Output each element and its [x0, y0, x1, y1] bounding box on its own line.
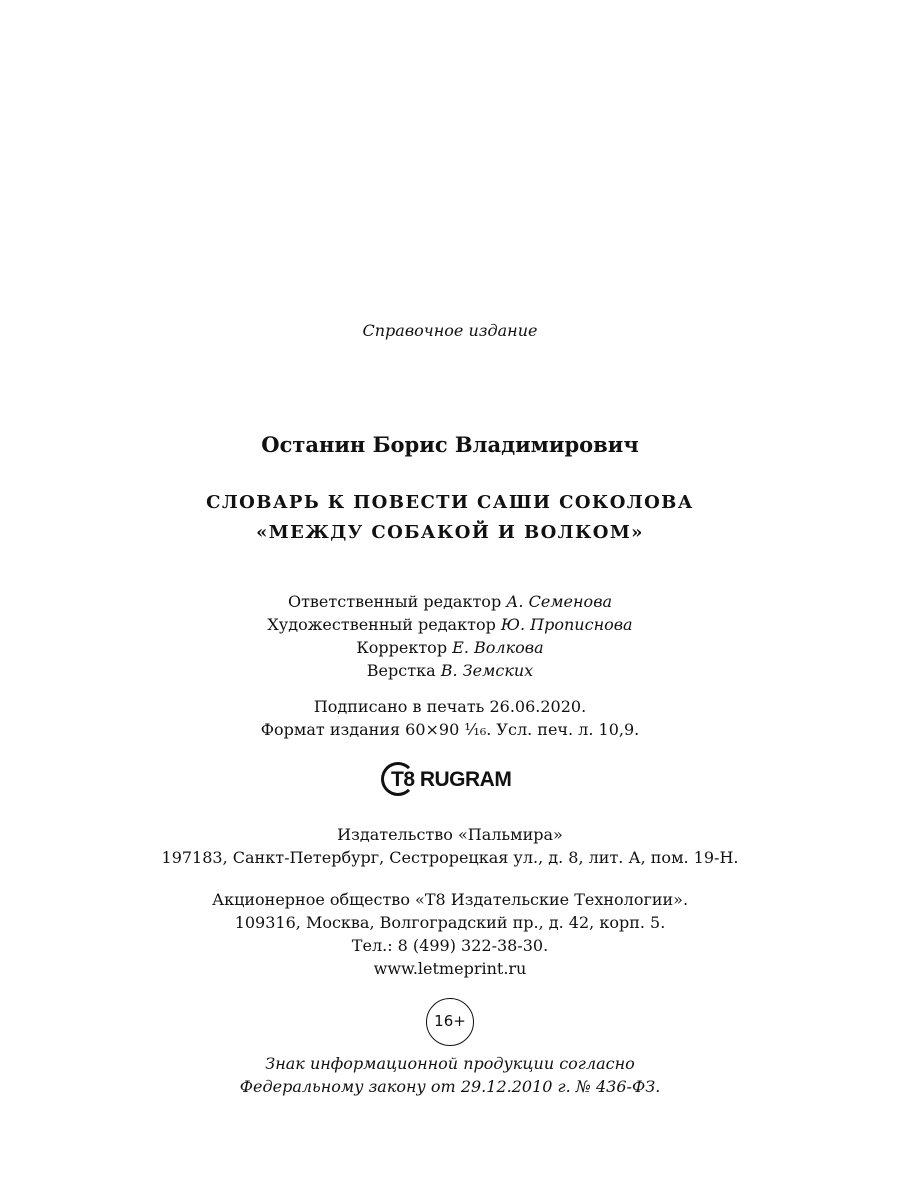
printer-block — [0, 888, 900, 980]
logo-text: T8 RUGRAM — [391, 768, 512, 791]
credit-proofreader — [0, 636, 900, 659]
credit-person: Ю. Прописнова — [500, 615, 633, 634]
legal-notice — [0, 1052, 900, 1098]
credit-person: Е. Волкова — [452, 638, 544, 657]
book-title-line-2: «МЕЖДУ СОБАКОЙ И ВОЛКОМ» — [256, 522, 644, 543]
credit-role: Художественный редактор — [267, 615, 496, 634]
age-rating-badge: 16+ — [426, 998, 474, 1046]
printer-address: 109316, Москва, Волгоградский пр., д. 42, корп. 5. — [234, 913, 666, 932]
credit-chief-editor — [0, 590, 900, 613]
legal-notice-line-1: Знак информационной продукции согласно — [265, 1054, 635, 1073]
publisher-address: 197183, Санкт-Петербург, Сестрорецкая ул., д. 8, лит. А, пом. 19-Н. — [161, 848, 739, 867]
t8-rugram-logo-icon — [381, 762, 521, 800]
printer-name: Акционерное общество «Т8 Издательские Технологии». — [211, 890, 689, 909]
print-info — [0, 695, 900, 741]
series-label: Справочное издание — [362, 321, 538, 340]
credit-art-editor — [0, 613, 900, 636]
credit-person: А. Семенова — [506, 592, 613, 611]
credit-layout — [0, 659, 900, 682]
credit-role: Ответственный редактор — [287, 592, 502, 611]
credits-block — [0, 590, 900, 682]
author-name: Останин Борис Владимирович — [261, 432, 639, 457]
book-title-line-1: СЛОВАРЬ К ПОВЕСТИ САШИ СОКОЛОВА — [206, 492, 694, 513]
legal-notice-line-2: Федеральному закону от 29.12.2010 г. № 436-ФЗ. — [239, 1077, 661, 1096]
print-format: Формат издания 60×90 ¹⁄₁₆. Усл. печ. л. 10,9. — [260, 720, 640, 739]
publisher-block — [0, 823, 900, 869]
printer-phone: Тел.: 8 (499) 322-38-30. — [351, 936, 549, 955]
book-title — [0, 488, 900, 548]
publisher-name: Издательство «Пальмира» — [337, 825, 563, 844]
credit-person: В. Земских — [440, 661, 534, 680]
credit-role: Верстка — [366, 661, 436, 680]
printer-website: www.letmeprint.ru — [373, 959, 527, 978]
print-signed-date: Подписано в печать 26.06.2020. — [313, 697, 587, 716]
credit-role: Корректор — [356, 638, 448, 657]
